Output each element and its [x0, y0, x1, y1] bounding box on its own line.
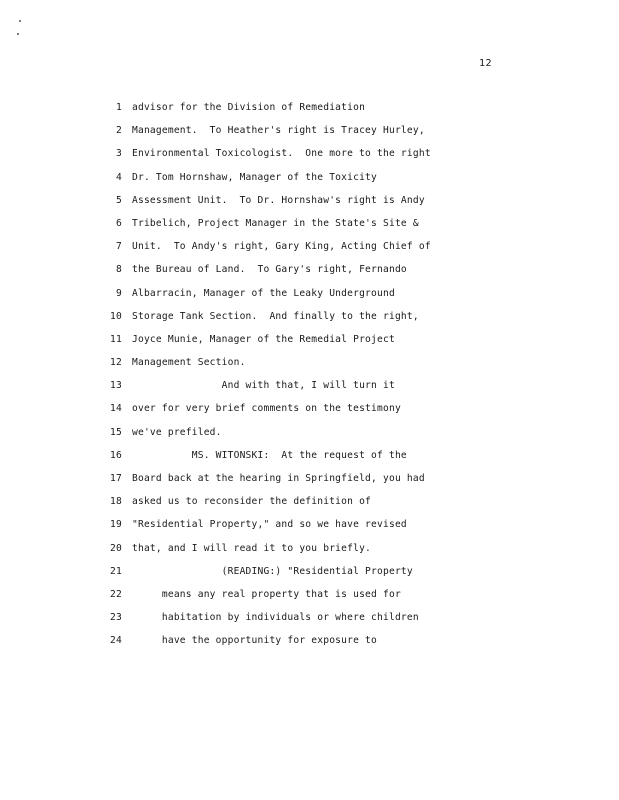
transcript-line	[96, 332, 456, 355]
transcript-lines	[96, 100, 456, 657]
line-text: we've prefiled.	[132, 426, 222, 438]
transcript-line	[96, 193, 456, 216]
line-text: MS. WITONSKI: At the request of the	[132, 449, 407, 461]
line-number: 11	[110, 333, 122, 345]
transcript-line	[96, 262, 456, 285]
line-number: 18	[110, 496, 122, 508]
line-text: Storage Tank Section. And finally to the right,	[132, 310, 419, 322]
line-number: 20	[110, 542, 122, 554]
line-text: have the opportunity for exposure to	[132, 635, 378, 647]
transcript-line	[96, 146, 456, 169]
scan-speck	[17, 33, 19, 35]
line-text: Albarracin, Manager of the Leaky Underground	[132, 287, 395, 299]
transcript-line	[96, 378, 456, 401]
line-text: And with that, I will turn it	[132, 380, 395, 392]
transcript-line	[96, 170, 456, 193]
page-number: 12	[479, 58, 493, 69]
line-text: over for very brief comments on the testimony	[132, 403, 401, 415]
line-text: means any real property that is used for	[132, 588, 401, 600]
transcript-line	[96, 425, 456, 448]
transcript-line	[96, 610, 456, 633]
line-number: 24	[110, 635, 122, 647]
transcript-line	[96, 355, 456, 378]
line-text: Tribelich, Project Manager in the State's Site &	[132, 217, 419, 229]
scan-speck	[19, 20, 21, 22]
line-text: habitation by individuals or where children	[132, 612, 419, 624]
line-text: Unit. To Andy's right, Gary King, Acting Chief of	[132, 241, 431, 253]
transcript-line	[96, 587, 456, 610]
line-number: 8	[116, 264, 122, 276]
transcript-line	[96, 123, 456, 146]
line-number: 10	[110, 310, 122, 322]
line-number: 1	[116, 102, 122, 113]
line-text: Management Section.	[132, 357, 246, 369]
transcript-line	[96, 633, 456, 656]
line-number: 23	[110, 612, 122, 624]
line-text: asked us to reconsider the definition of	[132, 496, 372, 508]
line-number: 12	[110, 357, 122, 369]
line-text: (READING:) "Residential Property	[132, 565, 413, 577]
line-number: 13	[110, 380, 122, 392]
line-text: Management. To Heather's right is Tracey Hurley,	[132, 125, 425, 137]
line-text: Dr. Tom Hornshaw, Manager of the Toxicity	[132, 171, 378, 183]
line-number: 15	[110, 426, 122, 438]
transcript-line	[96, 471, 456, 494]
line-number: 5	[116, 194, 122, 206]
transcript-line	[96, 448, 456, 471]
line-number: 9	[116, 287, 122, 299]
line-text: that, and I will read it to you briefly.	[132, 542, 372, 554]
line-text: Board back at the hearing in Springfield, you had	[132, 473, 425, 484]
line-number: 21	[110, 565, 122, 577]
transcript-line	[96, 216, 456, 239]
transcript-line	[96, 401, 456, 424]
line-text: Environmental Toxicologist. One more to the right	[132, 148, 431, 160]
transcript-line	[96, 564, 456, 587]
line-number: 22	[110, 588, 122, 600]
transcript-line	[96, 286, 456, 309]
line-number: 19	[110, 519, 122, 531]
line-text: "Residential Property," and so we have revised	[132, 519, 407, 531]
line-number: 16	[110, 449, 122, 461]
transcript-line	[96, 517, 456, 540]
line-number: 14	[110, 403, 122, 415]
line-number: 6	[116, 217, 122, 229]
line-number: 3	[116, 148, 122, 160]
transcript-line	[96, 541, 456, 564]
line-text: Assessment Unit. To Dr. Hornshaw's right is Andy	[132, 194, 425, 206]
line-number: 7	[116, 241, 122, 253]
line-number: 4	[116, 171, 122, 183]
transcript-line	[96, 494, 456, 517]
line-number: 17	[110, 473, 122, 484]
line-number: 2	[116, 125, 122, 137]
transcript-line	[96, 100, 456, 123]
line-text: Joyce Munie, Manager of the Remedial Project	[132, 333, 395, 345]
line-text: the Bureau of Land. To Gary's right, Fernando	[132, 264, 407, 276]
transcript-line	[96, 309, 456, 332]
transcript-line	[96, 239, 456, 262]
line-text: advisor for the Division of Remediation	[132, 102, 366, 113]
